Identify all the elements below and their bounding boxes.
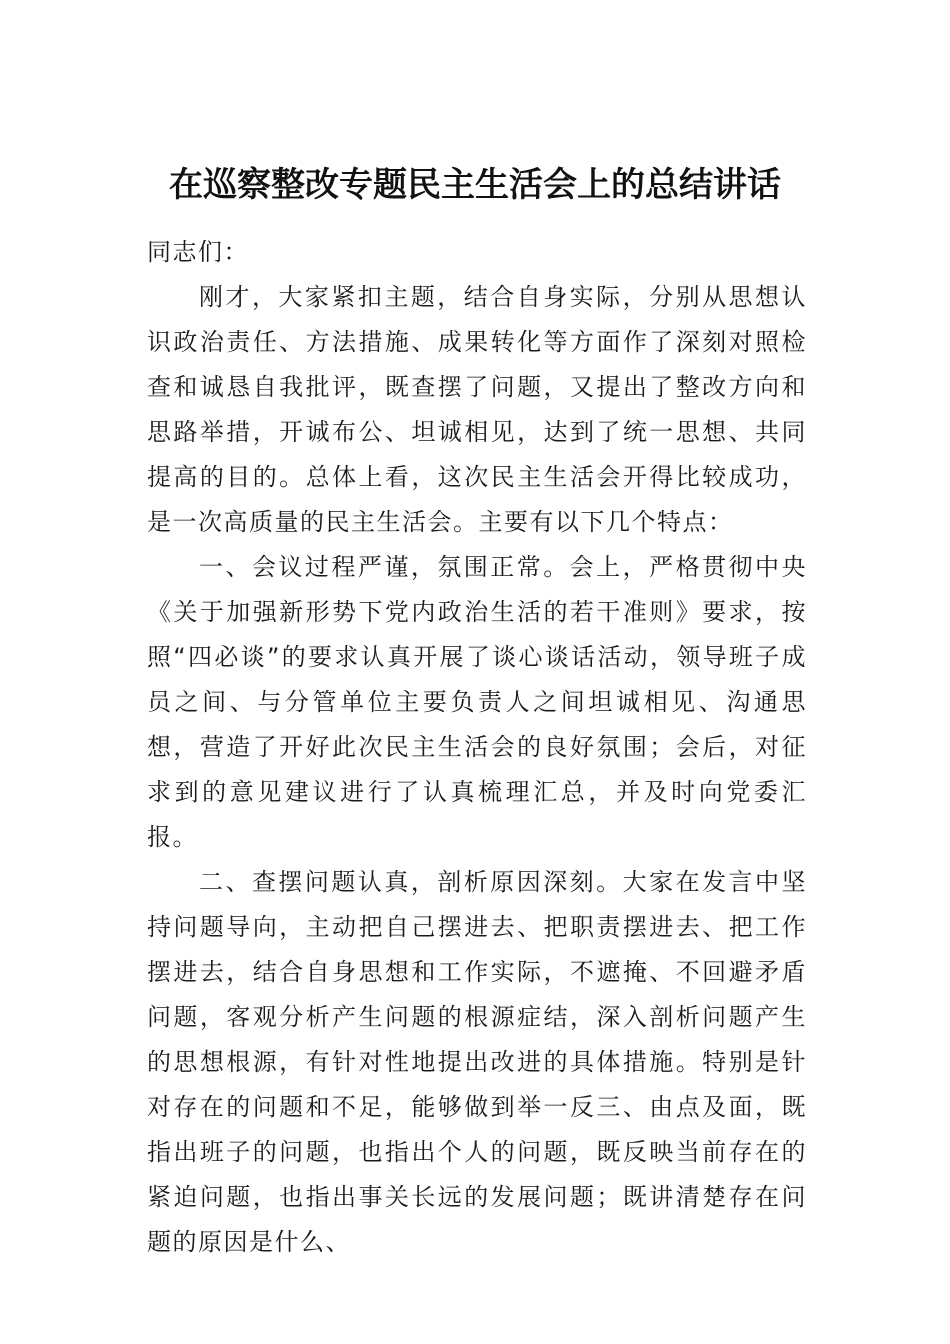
document-title: 在巡察整改专题民主生活会上的总结讲话 — [169, 165, 781, 205]
paragraph-point-two: 二、查摆问题认真，剖析原因深刻。大家在发言中坚持问题导向，主动把自己摆进去、把职责摆进去、把工作摆进去，结合自身思想和工作实际，不遮掩、不回避矛盾问题，客观分析产生问题的根源症结，深入剖析问题产生的思想根源，有针对性地提出改进的具体措施。特别是针对存在的问题和不足，能够做到举一反三、由点及面，既指出班子的问题，也指出个人的问题，既反映当前存在的紧迫问题，也指出事关长远的发展问题；既讲清楚存在问题的原因是什么、 — [147, 868, 807, 1256]
paragraph-point-one: 一、会议过程严谨，氛围正常。会上，严格贯彻中央《关于加强新形势下党内政治生活的若干准则》要求，按照“四必谈”的要求认真开展了谈心谈话活动，领导班子成员之间、与分管单位主要负责人之间坦诚相见、沟通思想，营造了开好此次民主生活会的良好氛围；会后，对征求到的意见建议进行了认真梳理汇总，并及时向党委汇报。 — [147, 553, 807, 851]
paragraph-intro: 刚才，大家紧扣主题，结合自身实际，分别从思想认识政治责任、方法措施、成果转化等方面作了深刻对照检查和诚恳自我批评，既查摆了问题，又提出了整改方向和思路举措，开诚布公、坦诚相见，达到了统一思想、共同提高的目的。总体上看，这次民主生活会开得比较成功，是一次高质量的民主生活会。主要有以下几个特点： — [147, 283, 807, 536]
document-body — [147, 230, 807, 1265]
salutation: 同志们： — [147, 238, 249, 266]
